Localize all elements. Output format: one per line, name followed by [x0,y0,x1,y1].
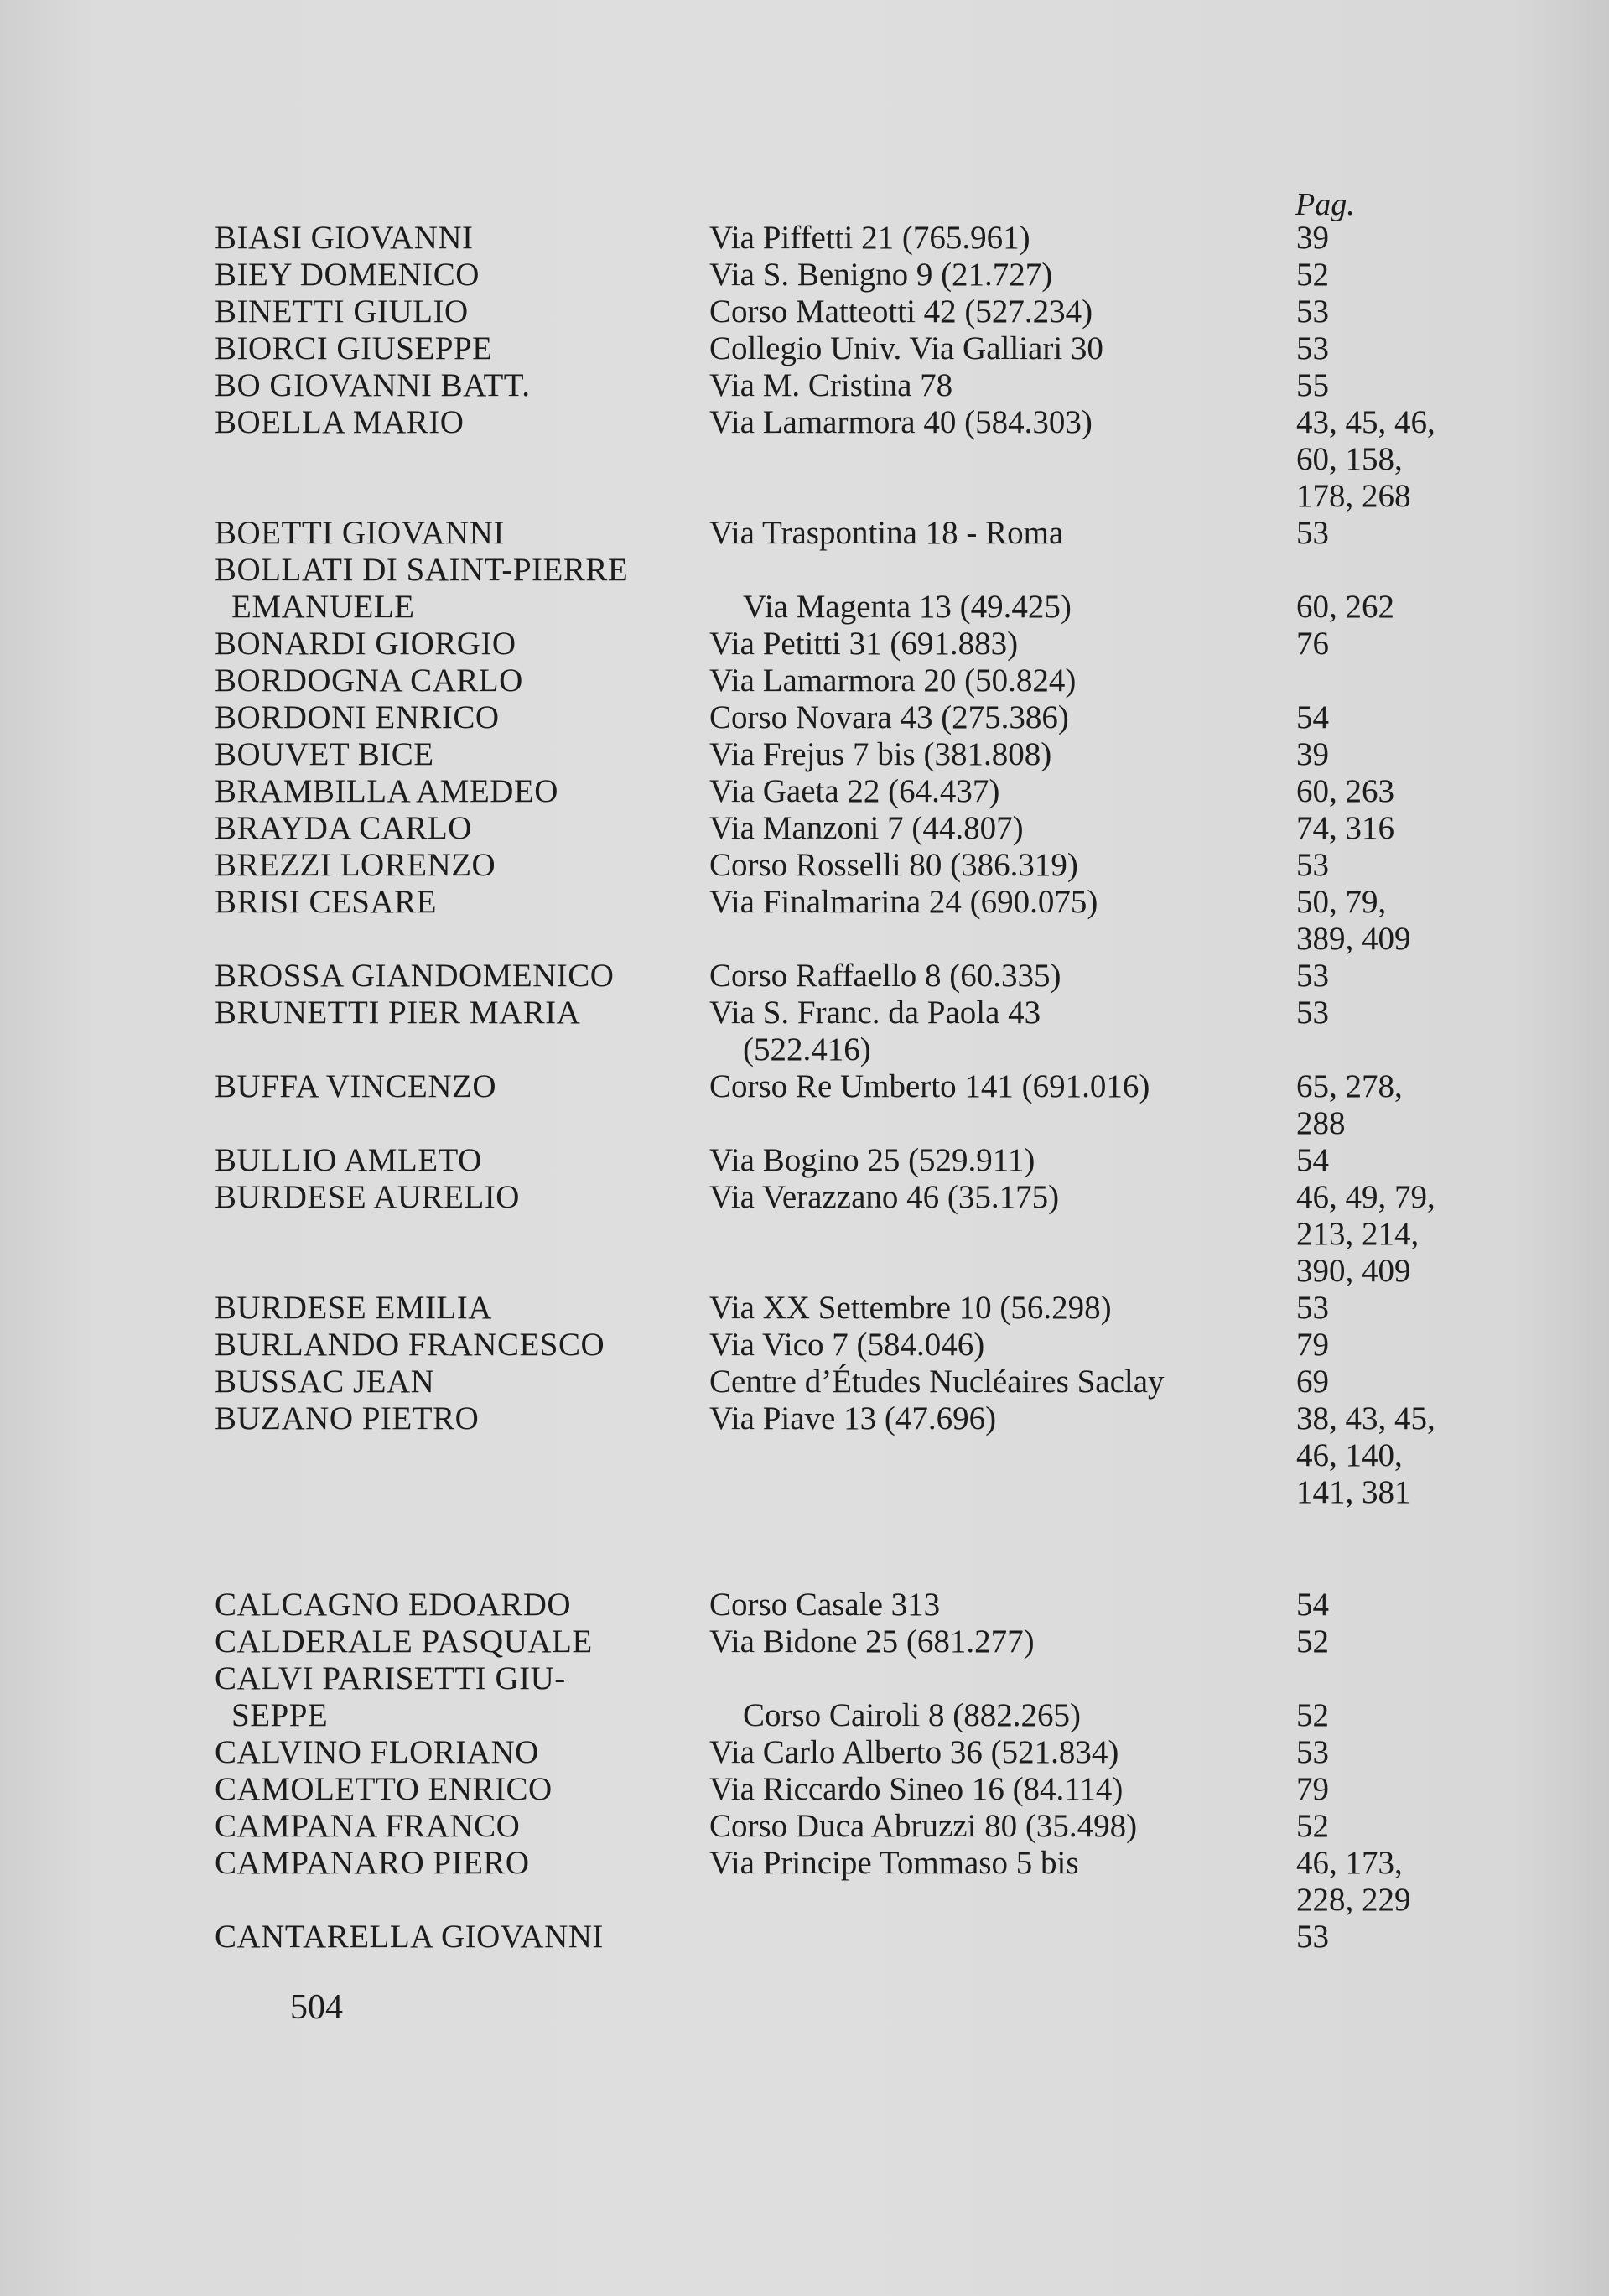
entry-address-line: Corso Duca Abruzzi 80 (35.498) [709,1808,1138,1844]
index-entry [215,699,1472,736]
page-number: 504 [290,1988,343,2027]
entry-pages-line: 53 [1296,330,1329,366]
entry-name-line: BORDOGNA CARLO [215,662,523,699]
entry-name-line: BURLANDO FRANCESCO [215,1327,605,1363]
entry-pages-line: 52 [1296,1697,1329,1733]
index-entry [215,1327,1472,1364]
entry-address [709,699,1279,736]
entry-name-line: BRAYDA CARLO [215,810,472,846]
entry-pages-line: 55 [1296,367,1329,403]
entry-name [215,257,709,293]
entry-name-line: BIEY DOMENICO [215,257,480,293]
entry-address [709,1587,1279,1623]
entry-name-line: BREZZI LORENZO [215,847,496,883]
entry-pages [1296,404,1481,515]
entry-address [709,220,1279,257]
entry-name [215,1734,709,1771]
entry-pages [1296,1845,1481,1919]
entry-name-line: BO GIOVANNI BATT. [215,367,531,403]
entry-address-line: Via Principe Tommaso 5 bis [709,1845,1079,1881]
entry-pages [1296,1660,1481,1734]
entry-name-line: BRAMBILLA AMEDEO [215,773,558,809]
entry-pages [1296,515,1481,552]
entry-pages-line: 60, 158, [1296,441,1403,477]
entry-address-line: Via Piffetti 21 (765.961) [709,220,1030,256]
entry-pages-line: 76 [1296,626,1329,662]
entry-pages-line: 69 [1296,1364,1329,1400]
entry-name [215,330,709,367]
entry-address [709,1919,1279,1956]
entry-pages [1296,810,1481,847]
entry-pages-line: 52 [1296,1623,1329,1660]
index-entries [215,220,1472,1956]
entry-address-line: Via XX Settembre 10 (56.298) [709,1290,1112,1326]
entry-address-line: Via Verazzano 46 (35.175) [709,1179,1060,1215]
entry-pages [1296,1919,1481,1956]
entry-address-line: Corso Casale 313 [709,1587,941,1623]
entry-pages-line: 213, 214, [1296,1216,1420,1252]
entry-name-line: BIORCI GIUSEPPE [215,330,493,366]
entry-name-line: CALDERALE PASQUALE [215,1623,593,1660]
entry-address [709,293,1279,330]
entry-name-line: BROSSA GIANDOMENICO [215,958,615,994]
entry-address-line: Via Bidone 25 (681.277) [709,1623,1035,1660]
entry-name [215,1771,709,1808]
entry-name [215,1845,709,1882]
entry-pages-line [1296,552,1481,589]
entry-pages-line: 53 [1296,293,1329,330]
entry-address [709,810,1279,847]
entry-pages-line: 53 [1296,1919,1329,1955]
entry-pages-line: 53 [1296,958,1329,994]
entry-name-line: BONARDI GIORGIO [215,626,516,662]
entry-name [215,552,709,626]
entry-pages-line: 60, 263 [1296,773,1394,809]
entry-address-line: Via Magenta 13 (49.425) [743,589,1072,625]
entry-address-line [709,1919,1279,1956]
section-gap [215,1511,1472,1587]
entry-pages-line: 54 [1296,699,1329,735]
entry-address [709,1623,1279,1660]
entry-name [215,662,709,699]
entry-address [709,958,1279,995]
entry-name [215,884,709,921]
entry-pages [1296,1290,1481,1327]
entry-name [215,220,709,257]
entry-name-line: BOETTI GIOVANNI [215,515,505,551]
entry-pages-line: 53 [1296,847,1329,883]
index-entry [215,662,1472,699]
entry-pages [1296,1142,1481,1179]
index-entry [215,1142,1472,1179]
entry-name [215,515,709,552]
index-entry [215,293,1472,330]
entry-pages-line: 74, 316 [1296,810,1394,846]
entry-pages [1296,995,1481,1031]
index-entry [215,1400,1472,1511]
entry-name [215,1623,709,1660]
entry-pages [1296,773,1481,810]
entry-address [709,1660,1279,1734]
entry-address-line: Corso Re Umberto 141 (691.016) [709,1068,1150,1104]
index-entry [215,736,1472,773]
entry-pages-line: 46, 49, 79, [1296,1179,1435,1215]
entry-name-line: BURDESE AURELIO [215,1179,520,1215]
entry-address-line: Via Manzoni 7 (44.807) [709,810,1024,846]
entry-name [215,736,709,773]
entry-pages [1296,1587,1481,1623]
entry-pages [1296,293,1481,330]
entry-pages [1296,1771,1481,1808]
entry-name-line: CALCAGNO EDOARDO [215,1587,572,1623]
entry-name-line: CAMOLETTO ENRICO [215,1771,553,1807]
index-entry [215,1734,1472,1771]
entry-address [709,1734,1279,1771]
index-entry [215,810,1472,847]
entry-pages [1296,1068,1481,1142]
entry-pages [1296,699,1481,736]
entry-name-line: BRISI CESARE [215,884,437,920]
entry-address [709,367,1279,404]
entry-address-line: Via Lamarmora 20 (50.824) [709,662,1077,699]
entry-address-line: Corso Rosselli 80 (386.319) [709,847,1078,883]
entry-address-line: Corso Matteotti 42 (527.234) [709,293,1093,330]
entry-address-line: (522.416) [743,1031,871,1067]
entry-name [215,1290,709,1327]
entry-address-line: Corso Raffaello 8 (60.335) [709,958,1061,994]
index-entry [215,1290,1472,1327]
entry-name [215,773,709,810]
entry-name [215,699,709,736]
entry-address-line: Via Lamarmora 40 (584.303) [709,404,1093,440]
entry-pages-line: 53 [1296,1290,1329,1326]
entry-name-line: CANTARELLA GIOVANNI [215,1919,604,1955]
entry-address-line: Via Riccardo Sineo 16 (84.114) [709,1771,1124,1807]
entry-pages [1296,1364,1481,1400]
entry-address [709,1771,1279,1808]
entry-pages-line: 54 [1296,1142,1329,1178]
entry-pages-line: 53 [1296,995,1329,1031]
entry-address-line: Centre d’Études Nucléaires Saclay [709,1364,1165,1400]
entry-address [709,1845,1279,1882]
index-entry [215,773,1472,810]
index-entry [215,1808,1472,1845]
entry-address [709,1808,1279,1845]
entry-name-line: BUZANO PIETRO [215,1400,480,1436]
entry-name [215,1327,709,1364]
entry-address-line [709,1660,1279,1697]
entry-address-line: Via Bogino 25 (529.911) [709,1142,1035,1178]
index-entry [215,1068,1472,1142]
entry-address [709,1068,1279,1105]
index-entry [215,257,1472,293]
entry-name [215,1364,709,1400]
index-entry [215,1771,1472,1808]
entry-name-line: BURDESE EMILIA [215,1290,492,1326]
entry-name-line: BULLIO AMLETO [215,1142,482,1178]
entry-address-line: Via S. Benigno 9 (21.727) [709,257,1053,293]
entry-name [215,1587,709,1623]
index-entry [215,1660,1472,1734]
entry-pages-line: 43, 45, 46, [1296,404,1435,440]
entry-pages-line: 79 [1296,1771,1329,1807]
entry-pages [1296,330,1481,367]
entry-name [215,293,709,330]
entry-name-line: BINETTI GIULIO [215,293,469,330]
index-entry [215,515,1472,552]
entry-address-line: Via Piave 13 (47.696) [709,1400,997,1436]
entry-pages [1296,367,1481,404]
entry-address [709,662,1279,699]
entry-pages-line: 54 [1296,1587,1329,1623]
entry-pages-line: 390, 409 [1296,1253,1411,1289]
entry-pages [1296,958,1481,995]
entry-name-line: BUSSAC JEAN [215,1364,435,1400]
entry-pages-line: 52 [1296,257,1329,293]
entry-address-line [709,552,1279,589]
index-entry [215,958,1472,995]
entry-name [215,1919,709,1956]
entry-name [215,958,709,995]
entry-name [215,1400,709,1437]
entry-name-line: BORDONI ENRICO [215,699,500,735]
index-entry [215,220,1472,257]
entry-name-line: CAMPANA FRANCO [215,1808,521,1844]
entry-name [215,1142,709,1179]
index-entry [215,1364,1472,1400]
entry-name-line: SEPPE [231,1697,329,1733]
entry-pages-line: 39 [1296,220,1329,256]
entry-pages-line: 53 [1296,515,1329,551]
entry-name [215,995,709,1031]
index-entry [215,995,1472,1068]
entry-address-line: Via Traspontina 18 - Roma [709,515,1064,551]
entry-pages-line: 79 [1296,1327,1329,1363]
entry-address [709,404,1279,441]
entry-address-line: Via Vico 7 (584.046) [709,1327,985,1363]
entry-pages-line: 288 [1296,1105,1346,1141]
entry-pages-line: 53 [1296,1734,1329,1770]
entry-name-line: CALVINO FLORIANO [215,1734,539,1770]
index-entry [215,847,1472,884]
entry-address [709,1179,1279,1216]
entry-name [215,1179,709,1216]
entry-address-line: Via Finalmarina 24 (690.075) [709,884,1098,920]
entry-pages [1296,1623,1481,1660]
entry-address-line: Corso Novara 43 (275.386) [709,699,1069,735]
entry-pages-line: 39 [1296,736,1329,772]
entry-name-line: BUFFA VINCENZO [215,1068,497,1104]
entry-pages [1296,847,1481,884]
entry-name [215,847,709,884]
entry-address-line: Via M. Cristina 78 [709,367,953,403]
entry-address [709,1142,1279,1179]
entry-pages [1296,1734,1481,1771]
entry-name-line: EMANUELE [231,589,415,625]
entry-address [709,1400,1279,1437]
entry-pages [1296,220,1481,257]
entry-name [215,1808,709,1845]
entry-pages-line: 178, 268 [1296,478,1411,514]
entry-pages [1296,736,1481,773]
entry-address [709,995,1279,1068]
entry-pages-line: 46, 173, [1296,1845,1403,1881]
entry-address [709,1327,1279,1364]
entry-address [709,847,1279,884]
entry-address [709,1364,1279,1400]
index-entry [215,626,1472,662]
entry-pages [1296,1400,1481,1511]
entry-name-line: BOUVET BICE [215,736,434,772]
entry-address [709,736,1279,773]
entry-pages [1296,1808,1481,1845]
entry-address-line: Via Petitti 31 (691.883) [709,626,1019,662]
entry-address-line: Collegio Univ. Via Galliari 30 [709,330,1103,366]
index-entry [215,1587,1472,1623]
entry-name-line: CALVI PARISETTI GIU- [215,1660,566,1696]
index-entry [215,1845,1472,1919]
entry-pages [1296,884,1481,958]
entry-name [215,626,709,662]
entry-address-line: Via Carlo Alberto 36 (521.834) [709,1734,1119,1770]
entry-address [709,552,1279,626]
entry-pages-line: 65, 278, [1296,1068,1403,1104]
entry-address [709,626,1279,662]
index-entry [215,1919,1472,1956]
page-column-header: Pag. [1295,187,1355,222]
index-entry [215,552,1472,626]
entry-pages [1296,626,1481,662]
entry-pages-line: 141, 381 [1296,1474,1411,1510]
entry-address-line: Via Gaeta 22 (64.437) [709,773,1000,809]
entry-address-line: Corso Cairoli 8 (882.265) [743,1697,1081,1733]
entry-name-line: BOLLATI DI SAINT-PIERRE [215,552,629,588]
entry-pages-line: 228, 229 [1296,1882,1411,1918]
entry-address-line: Via S. Franc. da Paola 43 [709,995,1041,1031]
entry-name [215,1660,709,1734]
entry-pages [1296,662,1481,699]
entry-pages-line: 46, 140, [1296,1437,1403,1473]
index-entry [215,404,1472,515]
entry-pages-line: 389, 409 [1296,921,1411,957]
entry-address [709,1290,1279,1327]
index-entry [215,1179,1472,1290]
index-entry [215,884,1472,958]
entry-pages [1296,1327,1481,1364]
entry-address [709,773,1279,810]
entry-pages-line [1296,1660,1481,1697]
entry-pages-line [1296,662,1481,699]
entry-name-line: BOELLA MARIO [215,404,465,440]
entry-name-line: BRUNETTI PIER MARIA [215,995,581,1031]
entry-address [709,330,1279,367]
entry-address [709,257,1279,293]
entry-name-line: CAMPANARO PIERO [215,1845,530,1881]
entry-pages [1296,257,1481,293]
entry-address-line: Via Frejus 7 bis (381.808) [709,736,1052,772]
entry-pages-line: 60, 262 [1296,589,1394,625]
entry-name [215,810,709,847]
entry-name-line: BIASI GIOVANNI [215,220,474,256]
entry-pages-line: 50, 79, [1296,884,1387,920]
entry-name [215,1068,709,1105]
entry-address [709,884,1279,921]
index-entry [215,330,1472,367]
entry-address [709,515,1279,552]
index-entry [215,367,1472,404]
entry-name [215,404,709,441]
entry-pages [1296,1179,1481,1290]
entry-pages [1296,552,1481,626]
index-entry [215,1623,1472,1660]
entry-pages-line: 38, 43, 45, [1296,1400,1435,1436]
entry-pages-line: 52 [1296,1808,1329,1844]
entry-name [215,367,709,404]
